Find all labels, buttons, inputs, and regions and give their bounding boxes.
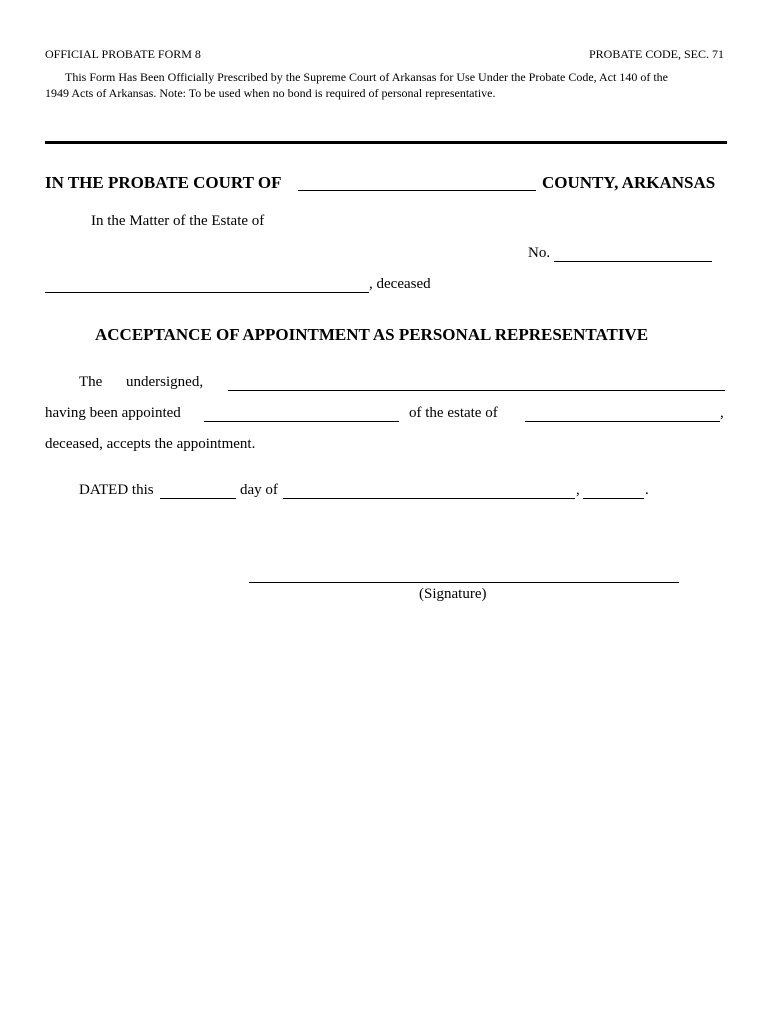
day-of-label: day of <box>240 482 278 498</box>
decedent-name-field[interactable] <box>45 292 369 293</box>
case-number-field[interactable] <box>554 261 712 262</box>
body-the: The <box>79 374 103 390</box>
court-prefix: IN THE PROBATE COURT OF <box>45 173 282 192</box>
body-undersigned: undersigned, <box>126 374 204 390</box>
form-name: OFFICIAL PROBATE FORM 8 <box>45 47 201 61</box>
dated-comma: , <box>576 482 580 498</box>
dated-this-label: DATED this <box>79 482 154 498</box>
county-name-field[interactable] <box>298 190 536 191</box>
form-note-line-2: 1949 Acts of Arkansas. Note: To be used when no bond is required of personal representative. <box>45 86 496 100</box>
matter-label: In the Matter of the Estate of <box>91 213 265 229</box>
estate-name-field[interactable] <box>525 421 720 422</box>
month-field[interactable] <box>283 498 575 499</box>
body-closing: deceased, accepts the appointment. <box>45 436 256 452</box>
header-divider <box>45 141 727 144</box>
signature-label: (Signature) <box>419 586 487 602</box>
body-having-been-appointed: having been appointed <box>45 405 181 421</box>
year-field[interactable] <box>583 498 644 499</box>
court-suffix: COUNTY, ARKANSAS <box>542 173 716 192</box>
representative-name-field[interactable] <box>228 390 725 391</box>
document-title: ACCEPTANCE OF APPOINTMENT AS PERSONAL REPRESENTATIVE <box>95 325 649 344</box>
signature-field[interactable] <box>249 582 679 583</box>
appointment-role-field[interactable] <box>204 421 399 422</box>
body-comma: , <box>720 405 724 421</box>
day-field[interactable] <box>160 498 236 499</box>
form-note-line-1: This Form Has Been Officially Prescribed by the Supreme Court of Arkansas for Use Under the Probate Code, Act 140 of the <box>65 70 668 84</box>
case-number-label: No. <box>528 245 551 261</box>
probate-code-reference: PROBATE CODE, SEC. 71 <box>588 47 724 61</box>
dated-period: . <box>645 482 649 498</box>
body-of-the-estate-of: of the estate of <box>409 405 498 421</box>
deceased-label: , deceased <box>369 276 431 292</box>
